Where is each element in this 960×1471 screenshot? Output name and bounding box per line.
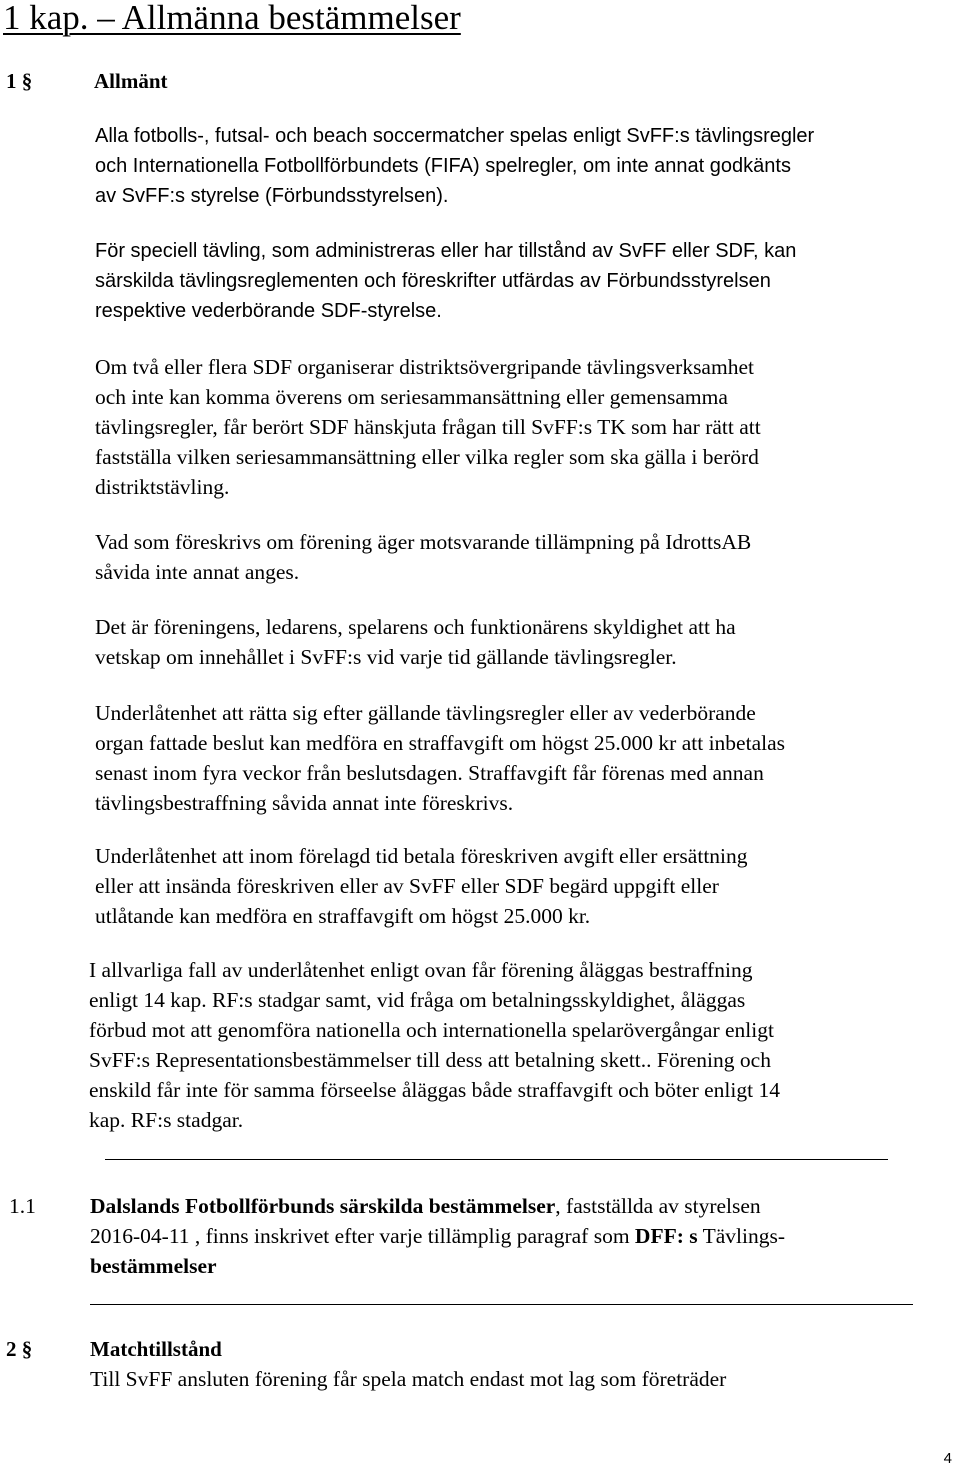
dff-tag: DFF: s bbox=[634, 1224, 698, 1248]
paragraph-1: Alla fotbolls-, futsal- och beach soccermatcher spelas enligt SvFF:s tävlingsregler och Internationella Fotbollförbundets (FIFA) spelregler, om inte annat godkänts av SvFF:s styrelse (Förbundsstyrelsen). bbox=[95, 125, 815, 207]
section-2-number: 2 § bbox=[6, 1337, 33, 1361]
section-1-1-text bbox=[90, 1191, 785, 1281]
section-1-title: Allmänt bbox=[94, 69, 168, 93]
paragraph-3: Om två eller flera SDF organiserar distriktsövergripande tävlingsverksamhet och inte kan komma överens om seriesammansättning eller gemensamma tävlingsregler, får berört SDF hänskjuta frågan till SvFF:s TK som har rätt att fastställa vilken seriesammansättning eller vilka regler som ska gälla i berörd distriktstävling. bbox=[95, 355, 761, 499]
separator-rule bbox=[105, 1159, 888, 1160]
section-2-paragraph: Till SvFF ansluten förening får spela match endast mot lag som företräder bbox=[90, 1367, 727, 1391]
tag-suffix: Tävlings- bbox=[697, 1224, 786, 1248]
paragraph-7: Underlåtenhet att inom förelagd tid betala föreskriven avgift eller ersättning eller att insända föreskriven eller av SvFF eller SDF begärd uppgift eller utlåtande kan medföra en straffavgift om högst 25.000 kr. bbox=[95, 844, 748, 928]
section-1-number: 1 § bbox=[6, 69, 33, 93]
section-2-title: Matchtillstånd bbox=[90, 1337, 222, 1361]
separator-rule bbox=[90, 1304, 913, 1305]
paragraph-2: För speciell tävling, som administreras eller har tillstånd av SvFF eller SDF, kan särskilda tävlingsreglementen och föreskrifter utfärdas av Förbundsstyrelsen respektive vederbörande SDF-styrelse. bbox=[95, 240, 797, 322]
paragraph-4: Vad som föreskrivs om förening äger motsvarande tillämpning på IdrottsAB såvida inte annat anges. bbox=[95, 530, 752, 584]
adoption-text: , fastställda av styrelsen 2016-04-11 , finns inskrivet efter varje tillämplig paragraf som bbox=[90, 1194, 761, 1248]
tag-suffix-bold: bestämmelser bbox=[90, 1254, 217, 1278]
chapter-title: 1 kap. – Allmänna bestämmelser bbox=[3, 0, 461, 37]
federation-rules-title: Dalslands Fotbollförbunds särskilda bestämmelser bbox=[90, 1194, 556, 1218]
page-number: 4 bbox=[943, 1450, 952, 1467]
paragraph-8: I allvarliga fall av underlåtenhet enligt ovan får förening åläggas bestraffning enligt 14 kap. RF:s stadgar samt, vid fråga om betalningsskyldighet, åläggas förbud mot att genomföra nationella och internationella spelarövergångar enligt SvFF:s Representationsbestämmelser till dess att betalning skett.. Förening och enskild får inte för samma förseelse åläggas både straffavgift och böter enligt 14 kap. RF:s stadgar. bbox=[89, 958, 780, 1132]
paragraph-5: Det är föreningens, ledarens, spelarens och funktionärens skyldighet att ha vetskap om innehållet i SvFF:s vid varje tid gällande tävlingsregler. bbox=[95, 615, 736, 669]
paragraph-6: Underlåtenhet att rätta sig efter gällande tävlingsregler eller av vederbörande organ fattade beslut kan medföra en straffavgift om högst 25.000 kr att inbetalas senast inom fyra veckor från beslutsdagen. Straffavgift får förenas med annan tävlingsbestraffning såvida annat inte föreskrivs. bbox=[95, 701, 785, 815]
section-1-1-number: 1.1 bbox=[9, 1194, 36, 1218]
